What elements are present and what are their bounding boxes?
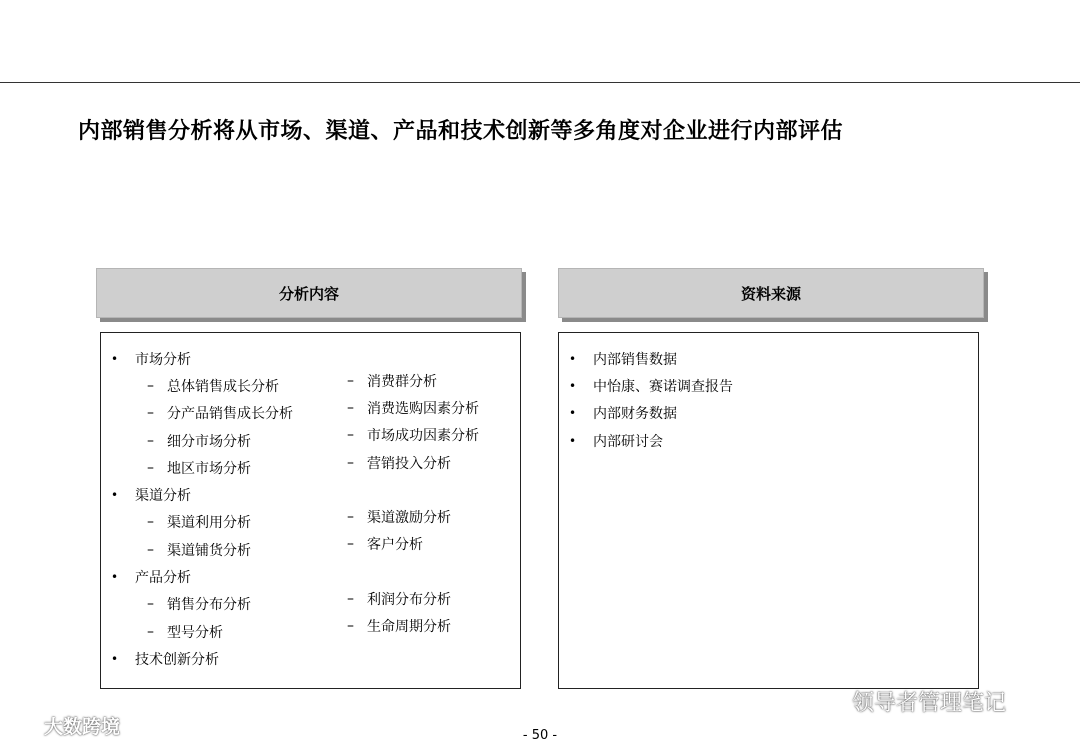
sub-item [101, 427, 293, 454]
item-label: 地区市场分析 [167, 460, 251, 477]
item-label: 销售分布分析 [167, 597, 251, 614]
sub-item [347, 558, 479, 585]
list-item [101, 645, 293, 672]
brand-logo-icon [10, 715, 40, 737]
item-label: 客户分析 [367, 537, 423, 554]
sources-header [558, 268, 984, 318]
analysis-content-header-label: 分析内容 [278, 284, 339, 303]
item-label: 市场分析 [135, 351, 191, 368]
sub-item [101, 400, 293, 427]
sub-item [101, 372, 293, 399]
dash-icon: – [147, 541, 154, 558]
list-item [559, 372, 733, 399]
bullet-icon: • [569, 433, 577, 448]
sub-item [347, 394, 479, 421]
bullet-icon: • [569, 351, 577, 366]
item-label: 利润分布分析 [367, 592, 451, 609]
bullet-icon: • [111, 570, 119, 585]
wechat-icon [808, 689, 842, 715]
sub-item [101, 454, 293, 481]
dash-icon: – [347, 372, 354, 389]
watermark-left-text: 大数跨境 [44, 716, 121, 738]
page-number: - 50 - [522, 728, 558, 743]
top-rule [0, 82, 1080, 83]
sub-item [347, 503, 479, 530]
dash-icon: – [147, 596, 154, 613]
analysis-content-header [96, 268, 522, 318]
bullet-icon: • [111, 651, 119, 666]
item-label: 市场成功因素分析 [367, 428, 479, 445]
sources-list [559, 345, 733, 454]
list-item [101, 563, 293, 590]
list-item [101, 481, 293, 508]
bullet-icon: • [111, 351, 119, 366]
item-label: 细分市场分析 [167, 433, 251, 450]
sub-item [347, 531, 479, 558]
item-label: 渠道利用分析 [167, 515, 251, 532]
dash-icon: – [347, 536, 354, 553]
sources-panel [558, 332, 979, 689]
analysis-list-primary [101, 345, 293, 673]
dash-icon: – [347, 454, 354, 471]
item-label: 产品分析 [135, 570, 191, 587]
dash-icon: – [347, 509, 354, 526]
sub-item [347, 476, 479, 503]
item-label: 内部财务数据 [593, 406, 677, 423]
item-label: 消费选购因素分析 [367, 400, 479, 417]
dash-icon: – [147, 432, 154, 449]
sub-item [101, 536, 293, 563]
dash-icon: – [347, 618, 354, 635]
item-label: 生命周期分析 [367, 619, 451, 636]
watermark-right-text: 领导者管理笔记 [852, 691, 1007, 716]
sub-item [347, 585, 479, 612]
sub-item [347, 367, 479, 394]
item-label: 技术创新分析 [135, 651, 219, 668]
dash-icon: – [347, 591, 354, 608]
sub-item [347, 422, 479, 449]
list-item [559, 427, 733, 454]
dash-icon: – [147, 405, 154, 422]
sub-item [101, 591, 293, 618]
dash-icon: – [147, 623, 154, 640]
analysis-list-secondary [347, 367, 479, 640]
analysis-content-panel [100, 332, 521, 689]
list-item [101, 345, 293, 372]
list-item [559, 400, 733, 427]
sub-item [101, 618, 293, 645]
item-label: 分产品销售成长分析 [167, 406, 293, 423]
item-label: 营销投入分析 [367, 455, 451, 472]
item-label: 渠道分析 [135, 488, 191, 505]
item-label: 中怡康、赛诺调查报告 [593, 378, 733, 395]
item-label: 型号分析 [167, 624, 223, 641]
dash-icon: – [347, 399, 354, 416]
item-label: 总体销售成长分析 [167, 378, 279, 395]
dash-icon: – [147, 514, 154, 531]
page-title: 内部销售分析将从市场、渠道、产品和技术创新等多角度对企业进行内部评估 [78, 119, 844, 144]
bullet-icon: • [111, 488, 119, 503]
watermark-left [10, 712, 120, 739]
list-item [559, 345, 733, 372]
item-label: 内部销售数据 [593, 351, 677, 368]
bullet-icon: • [569, 406, 577, 421]
item-label: 渠道铺货分析 [167, 542, 251, 559]
sub-item [101, 509, 293, 536]
sub-item [347, 449, 479, 476]
item-label: 消费群分析 [367, 373, 437, 390]
sources-header-label: 资料来源 [740, 284, 801, 303]
item-label: 渠道激励分析 [367, 510, 451, 527]
bullet-icon: • [569, 378, 577, 393]
watermark-right [808, 686, 1006, 717]
item-label: 内部研讨会 [593, 433, 663, 450]
dash-icon: – [147, 377, 154, 394]
sub-item [347, 613, 479, 640]
dash-icon: – [347, 427, 354, 444]
dash-icon: – [147, 459, 154, 476]
